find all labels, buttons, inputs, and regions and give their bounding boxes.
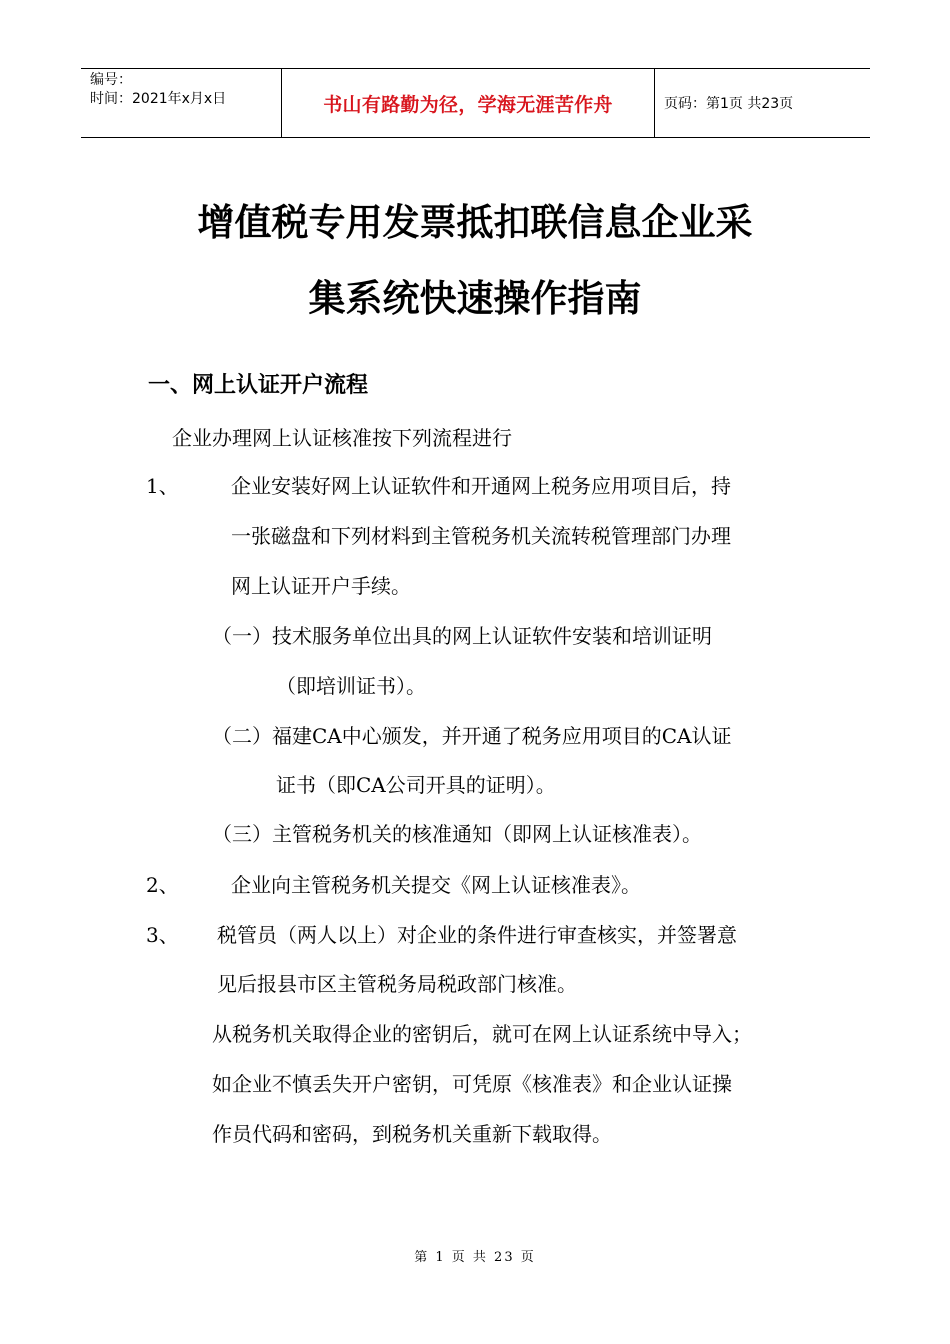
header-motto-cell (281, 69, 655, 137)
closing-line: 从税务机关取得企业的密钥后，就可在网上认证系统中导入； (212, 1022, 752, 1046)
doc-title-line2: 集系统快速操作指南 (308, 277, 642, 320)
page-footer: 第 1 页 共 23 页 (414, 1250, 536, 1265)
sub-item-line: （一）技术服务单位出具的网上认证软件安装和培训证明 (212, 624, 712, 648)
item2-line: 企业向主管税务机关提交《网上认证核准表》。 (231, 873, 641, 897)
section-intro: 企业办理网上认证核准按下列流程进行 (172, 426, 512, 450)
item-number: 2、 (146, 873, 179, 897)
sub-item-line: （二）福建CA中心颁发，并开通了税务应用项目的CA认证 (212, 724, 732, 748)
document-time: 时间：2021年x月x日 (90, 91, 227, 107)
sub-item-line: 证书（即CA公司开具的证明）。 (276, 773, 556, 797)
doc-title-line1: 增值税专用发票抵扣联信息企业采 (197, 201, 753, 244)
item3-line: 见后报县市区主管税务局税政部门核准。 (217, 972, 577, 996)
item1-line: 一张磁盘和下列材料到主管税务机关流转税管理部门办理 (231, 524, 731, 548)
closing-line: 如企业不慎丢失开户密钥，可凭原《核准表》和企业认证操 (212, 1072, 732, 1096)
document-number: 编号： (90, 72, 132, 88)
item1-line: 网上认证开户手续。 (231, 574, 411, 598)
header-motto: 书山有路勤为径，学海无涯苦作舟 (323, 93, 613, 116)
page-header (81, 68, 870, 138)
header-page-info: 页码：第1页 共23页 (664, 96, 794, 112)
item-number: 1、 (146, 474, 179, 498)
section-heading: 一、网上认证开户流程 (148, 373, 369, 398)
item1-line: 企业安装好网上认证软件和开通网上税务应用项目后，持 (231, 474, 731, 498)
item-number: 3、 (146, 923, 179, 947)
sub-item-line: （即培训证书）。 (276, 674, 426, 698)
item3-line: 税管员（两人以上）对企业的条件进行审查核实，并签署意 (217, 923, 737, 947)
header-meta (81, 69, 281, 139)
closing-line: 作员代码和密码，到税务机关重新下载取得。 (212, 1122, 612, 1146)
sub-item-line: （三）主管税务机关的核准通知（即网上认证核准表）。 (212, 822, 702, 846)
